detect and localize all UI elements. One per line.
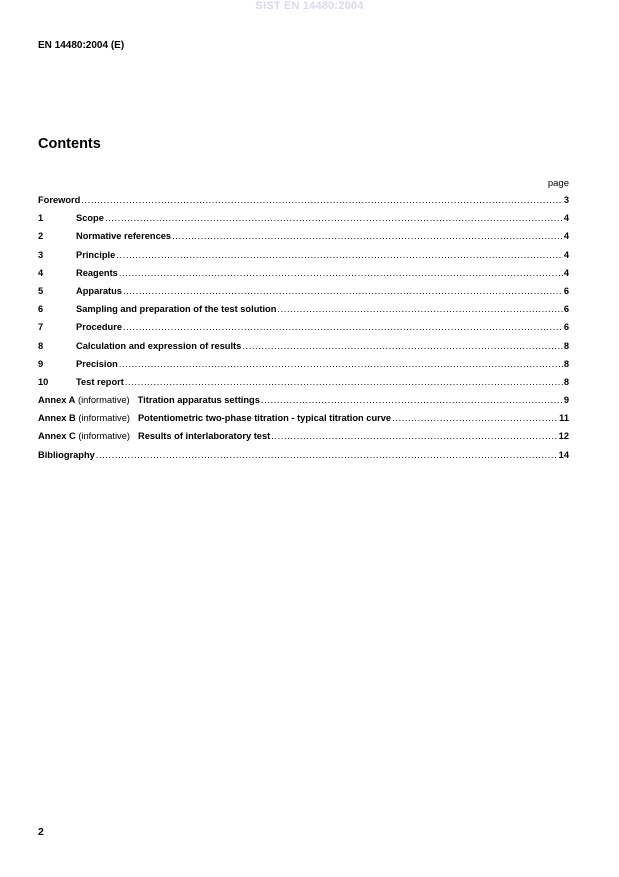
toc-title: Sampling and preparation of the test solution [76, 304, 277, 315]
toc-entry-section[interactable] [38, 213, 569, 231]
toc-title: Results of interlaboratory test [137, 431, 271, 442]
toc-number: 2 [38, 231, 44, 242]
toc-page: 8 [563, 358, 569, 369]
toc-number: 6 [38, 304, 44, 315]
annex-label [38, 431, 130, 441]
toc-page: 6 [563, 285, 569, 296]
dot-leader [277, 304, 562, 314]
toc-title: Normative references [76, 231, 172, 242]
annex-type: (informative) [77, 395, 130, 406]
toc-page: 14 [558, 449, 569, 460]
toc-page: 8 [563, 340, 569, 351]
dot-leader [116, 250, 563, 260]
toc-number: 4 [38, 267, 44, 278]
toc-number: 3 [38, 249, 44, 260]
toc-entry-section[interactable] [38, 304, 569, 322]
page-column-label: page [547, 178, 569, 189]
annex-label [38, 395, 130, 405]
annex-id: Annex C [38, 431, 76, 442]
document-identifier: EN 14480:2004 (E) [38, 40, 125, 51]
toc-number: 1 [38, 213, 44, 224]
toc-title: Precision [76, 358, 118, 369]
toc-entry-section[interactable] [38, 377, 569, 395]
toc-entry-section[interactable] [38, 231, 569, 249]
toc-title: Reagents [76, 267, 118, 278]
toc-page: 6 [563, 304, 569, 315]
toc-title: Potentiometric two-phase titration - typical titration curve [137, 413, 392, 424]
annex-type: (informative) [78, 413, 130, 424]
dot-leader [125, 377, 563, 387]
dot-leader [261, 395, 563, 405]
toc-title: Test report [76, 376, 124, 387]
toc-number: 8 [38, 340, 44, 351]
toc-number: 9 [38, 358, 44, 369]
toc-title: Principle [76, 249, 116, 260]
toc-page: 12 [558, 431, 569, 442]
dot-leader [123, 322, 563, 332]
toc-number: 7 [38, 322, 44, 333]
toc-page: 4 [563, 249, 569, 260]
annex-id: Annex B [38, 413, 76, 424]
toc-title: Apparatus [76, 285, 122, 296]
watermark: SIST EN 14480:2004 [255, 0, 364, 12]
toc-page: 4 [563, 213, 569, 224]
toc-title: Calculation and expression of results [76, 340, 242, 351]
toc-page: 3 [563, 195, 569, 205]
dot-leader [392, 413, 558, 423]
toc-entry-section[interactable] [38, 268, 569, 286]
toc-page: 4 [563, 231, 569, 242]
table-of-contents [38, 195, 569, 468]
toc-entry-section[interactable] [38, 359, 569, 377]
toc-entry-section[interactable] [38, 341, 569, 359]
toc-number: 5 [38, 285, 44, 296]
toc-entry-section[interactable] [38, 286, 569, 304]
toc-entry-bibliography[interactable] [38, 450, 569, 468]
dot-leader [105, 213, 563, 223]
toc-title: Scope [76, 213, 104, 224]
toc-entry-section[interactable] [38, 322, 569, 340]
toc-entry-foreword[interactable] [38, 195, 569, 213]
dot-leader [123, 286, 563, 296]
toc-page: 4 [563, 267, 569, 278]
contents-heading: Contents [38, 136, 101, 152]
dot-leader [96, 450, 558, 460]
toc-title: Procedure [76, 322, 122, 333]
dot-leader [81, 195, 562, 205]
toc-title: Bibliography [38, 449, 95, 460]
dot-leader [271, 431, 557, 441]
annex-type: (informative) [78, 431, 130, 442]
annex-id: Annex A [38, 395, 76, 406]
toc-page: 9 [563, 395, 569, 406]
dot-leader [172, 231, 563, 241]
page-number: 2 [38, 826, 44, 838]
toc-page: 11 [559, 413, 569, 424]
toc-entry-annex[interactable] [38, 413, 569, 431]
dot-leader [119, 268, 563, 278]
dot-leader [242, 341, 563, 351]
toc-page: 6 [563, 322, 569, 333]
dot-leader [119, 359, 563, 369]
toc-entry-section[interactable] [38, 250, 569, 268]
toc-entry-annex[interactable] [38, 395, 569, 413]
annex-label [38, 413, 130, 423]
toc-entry-annex[interactable] [38, 431, 569, 449]
toc-title: Titration apparatus settings [137, 395, 260, 406]
toc-page: 8 [563, 376, 569, 387]
toc-number: 10 [38, 376, 49, 387]
toc-title: Foreword [38, 195, 81, 205]
